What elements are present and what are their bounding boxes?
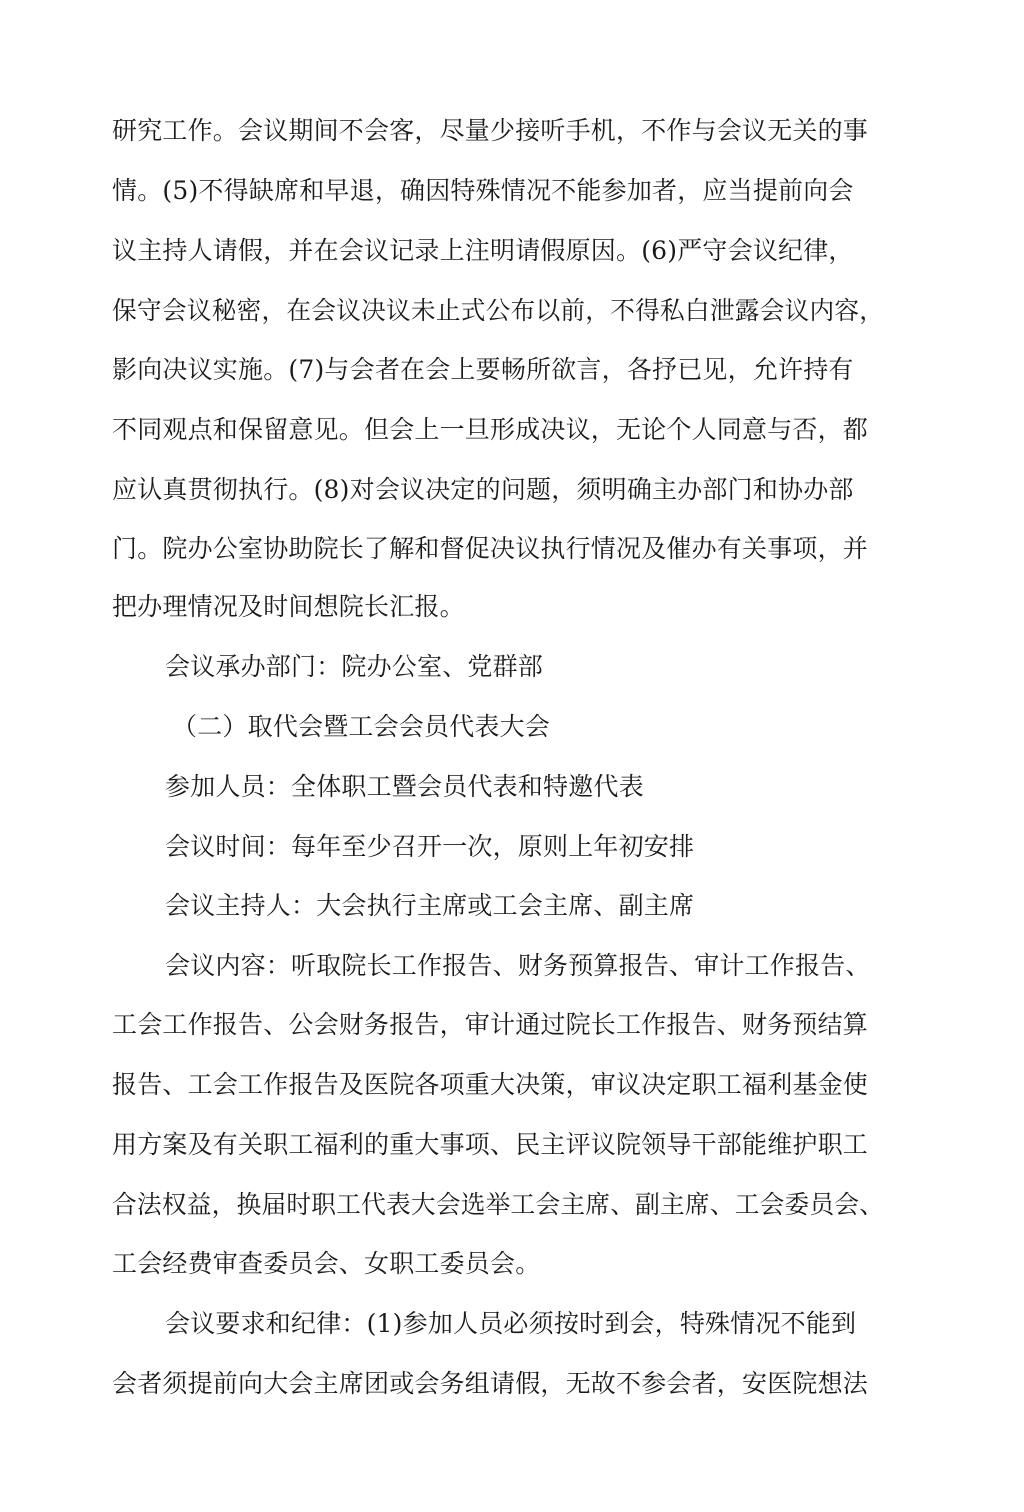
- text-line: 影向决议实施。(7)与会者在会上要畅所欲言，各抒已见，允许持有: [112, 355, 854, 384]
- text-line: 报告、工会工作报告及医院各项重大决策，审议决定职工福利基金使: [112, 1070, 869, 1099]
- text-line: 会者须提前向大会主席团或会务组请假，无故不参会者，安医院想法: [112, 1369, 869, 1398]
- text-line: 研究工作。会议期间不会客，尽量少接听手机，不作与会议无关的事: [112, 116, 869, 145]
- text-line: 应认真贯彻执行。(8)对会议决定的问题，须明确主办部门和协办部: [112, 475, 854, 504]
- text-line: 情。(5)不得缺席和早退，确因特殊情况不能参加者，应当提前向会: [112, 176, 854, 205]
- text-line: 保守会议秘密，在会议决议未止式公布以前，不得私白泄露会议内容，: [112, 296, 885, 325]
- paragraph-first-line: 参加人员：全体职工暨会员代表和特邀代表: [165, 772, 644, 801]
- text-line: 把办理情况及时间想院长汇报。: [112, 592, 465, 621]
- text-line: 工会工作报告、公会财务报告，审计通过院长工作报告、财务预结算: [112, 1010, 869, 1039]
- paragraph-first-line: 会议时间：每年至少召开一次，原则上年初安排: [165, 832, 695, 861]
- text-line: 议主持人请假，并在会议记录上注明请假原因。(6)严守会议纪律，: [112, 236, 854, 265]
- text-line: 门。院办公室协助院长了解和督促决议执行情况及催办有关事项，并: [112, 534, 869, 563]
- paragraph-first-line: 会议承办部门：院办公室、党群部: [165, 652, 544, 681]
- text-line: 工会经费审查委员会、女职工委员会。: [112, 1249, 541, 1278]
- section-heading: （二）取代会暨工会会员代表大会: [172, 712, 551, 741]
- text-line: 不同观点和保留意见。但会上一旦形成决议，无论个人同意与否，都: [112, 415, 869, 444]
- paragraph-first-line: 会议主持人：大会执行主席或工会主席、副主席: [165, 891, 695, 920]
- paragraph-first-line: 会议要求和纪律：(1)参加人员必须按时到会，特殊情况不能到: [165, 1309, 857, 1338]
- text-line: 用方案及有关职工福利的重大事项、民主评议院领导干部能维护职工: [112, 1130, 869, 1159]
- text-line: 合法权益，换届时职工代表大会选举工会主席、副主席、工会委员会、: [112, 1190, 885, 1219]
- paragraph-first-line: 会议内容：听取院长工作报告、财务预算报告、审计工作报告、: [165, 951, 871, 980]
